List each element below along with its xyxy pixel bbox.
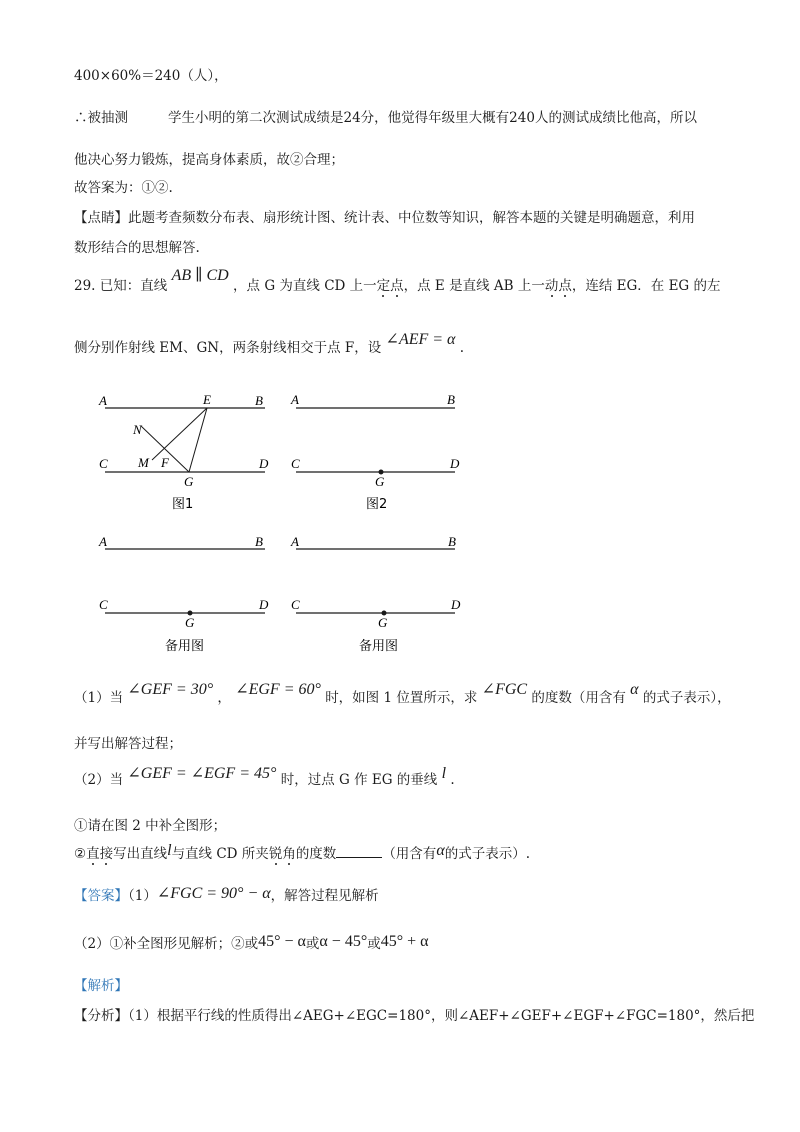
text-segment: ，点 G 为直线 CD 上一: [233, 278, 377, 294]
label-g: G: [378, 615, 388, 630]
text-segment: 400×60%＝240（人），: [74, 68, 228, 84]
figures-area: [0, 380, 800, 680]
formula-ab-parallel-cd: AB ∥ CD: [171, 267, 229, 284]
answer-tag: 【答案】: [74, 888, 128, 904]
caption-backup-2: 备用图: [359, 639, 399, 654]
text-line: [74, 206, 695, 226]
formula-angles-45: ∠GEF = ∠EGF = 45°: [127, 765, 277, 782]
text-segment: 与直线 CD 所夹: [171, 846, 269, 862]
question-29-line1: [74, 267, 721, 295]
text-line: [74, 106, 697, 126]
question-29-line2: [74, 331, 465, 357]
formula-l: l: [441, 765, 447, 782]
formula-answer-value-1: 45° − α: [258, 933, 306, 950]
text-segment: （2）①补全图形见解析；②或: [74, 936, 259, 952]
label-f: F: [161, 455, 169, 470]
label-c: C: [291, 456, 300, 471]
label-d: D: [451, 597, 461, 612]
label-d: D: [259, 597, 269, 612]
backup-figure-2: [290, 534, 461, 654]
answer-line-1: [74, 884, 379, 905]
segment-eg: [189, 408, 207, 472]
emphasis-char: 接: [100, 842, 114, 862]
text-segment: （1）: [128, 888, 157, 904]
text-segment: 【点睛】此题考查频数分布表、扇形统计图、统计表、中位数等知识，解答本题的关键是明确题意，利用: [74, 210, 695, 226]
text-segment: 学生小明的第二次测试成绩是24分，他觉得年级里大概有240人的测试成绩比他高，所以: [168, 110, 697, 126]
text-line: [74, 176, 173, 196]
part-1-line1: [74, 681, 731, 707]
part-1-line2: [74, 732, 182, 752]
label-c: C: [291, 597, 300, 612]
text-segment: 【解析】: [74, 978, 128, 994]
text-line: [74, 148, 344, 168]
caption-figure-2: 图2: [366, 497, 388, 512]
analysis-tag: [74, 974, 128, 994]
label-g: G: [184, 474, 194, 489]
emphasis-char: 直: [86, 842, 100, 862]
text-line: [74, 64, 228, 84]
label-b: B: [255, 534, 263, 549]
formula-angle-aef: ∠AEF = α: [385, 331, 456, 348]
label-b: B: [255, 393, 263, 408]
ray-em: [152, 408, 207, 460]
analysis-line: [74, 1004, 754, 1024]
text-segment: 的式子表示）.: [444, 846, 531, 862]
figure-2: [290, 392, 460, 512]
formula-alpha: α: [630, 681, 639, 698]
text-segment: （1）当: [74, 690, 124, 706]
text-segment: 时，过点 G 作 EG 的垂线: [280, 772, 438, 788]
label-a: A: [291, 534, 299, 549]
formula-answer-1: ∠FGC = 90° − α: [156, 885, 271, 902]
text-segment: ，连结 EG．在 EG 的左: [571, 278, 721, 294]
label-b: B: [447, 392, 455, 407]
emphasis-char: 定: [377, 274, 391, 294]
sub-question-2: [74, 842, 530, 863]
label-c: C: [99, 456, 108, 471]
text-segment: 他决心努力锻炼，提高身体素质，故②合理；: [74, 152, 344, 168]
text-segment: ①请在图 2 中补全图形；: [74, 818, 227, 834]
emphasis-char: 点: [390, 274, 404, 294]
text-segment: .: [450, 772, 455, 788]
text-segment: 的度数: [295, 846, 337, 862]
formula-answer-value-3: 45° + α: [380, 933, 429, 950]
text-segment: 29. 已知：直线: [74, 278, 168, 294]
label-n: N: [133, 422, 142, 437]
text-segment: 侧分别作射线 EM、GN，两条射线相交于点 F，设: [74, 340, 382, 356]
caption-backup-1: 备用图: [165, 639, 205, 654]
backup-figure-1: [98, 534, 269, 654]
formula-angle-fgc: ∠FGC: [481, 681, 528, 698]
part-2-line: [74, 765, 455, 789]
text-segment: 数形结合的思想解答.: [74, 240, 200, 256]
figure-1: [98, 392, 269, 512]
label-a: A: [99, 393, 107, 408]
formula-l: l: [167, 842, 172, 859]
text-segment: .: [459, 340, 465, 356]
label-e: E: [203, 392, 211, 407]
emphasis-char: 点: [558, 274, 572, 294]
label-c: C: [99, 597, 108, 612]
text-segment: ，点 E 是直线 AB 上一: [403, 278, 545, 294]
label-a: A: [291, 392, 299, 407]
text-segment: ，解答过程见解析: [270, 888, 379, 904]
formula-angle-gef: ∠GEF = 30°: [127, 681, 214, 698]
text-segment: 【分析】（1）根据平行线的性质得出∠AEG+∠EGC=180°，则∠AEF+∠GEF+∠EGF+∠FGC=180°，然后把: [74, 1008, 755, 1024]
caption-figure-1: 图1: [172, 497, 194, 512]
answer-line-2: [74, 932, 429, 953]
label-b: B: [448, 534, 456, 549]
text-line: [74, 236, 200, 256]
text-segment: 或: [367, 936, 381, 952]
label-d: D: [450, 456, 460, 471]
text-segment: 时，如图 1 位置所示，求: [325, 690, 478, 706]
sub-question-1: [74, 814, 226, 834]
text-segment: ，: [217, 690, 231, 706]
label-g: G: [185, 615, 195, 630]
formula-answer-value-2: α − 45°: [319, 933, 368, 950]
text-segment: 故答案为：①②.: [74, 180, 173, 196]
text-segment: 或: [305, 936, 320, 952]
text-segment: ∴被抽测: [74, 110, 128, 126]
answer-blank: [336, 845, 382, 858]
text-segment: 的式子表示），: [642, 690, 731, 706]
emphasis-char: 动: [545, 274, 559, 294]
formula-angle-egf: ∠EGF = 60°: [235, 681, 321, 698]
label-g: G: [375, 474, 385, 489]
label-a: A: [99, 534, 107, 549]
formula-alpha: α: [436, 842, 445, 859]
label-d: D: [259, 456, 269, 471]
text-segment: 写出直线: [113, 846, 168, 862]
text-segment: ②: [74, 846, 87, 862]
emphasis-char: 角: [282, 842, 296, 862]
text-segment: 的度数（用含有: [531, 690, 626, 706]
text-segment: （2）当: [74, 772, 124, 788]
label-m: M: [138, 455, 149, 470]
text-segment: 并写出解答过程；: [74, 736, 182, 752]
emphasis-char: 锐: [269, 842, 283, 862]
text-segment: （用含有: [382, 846, 437, 862]
